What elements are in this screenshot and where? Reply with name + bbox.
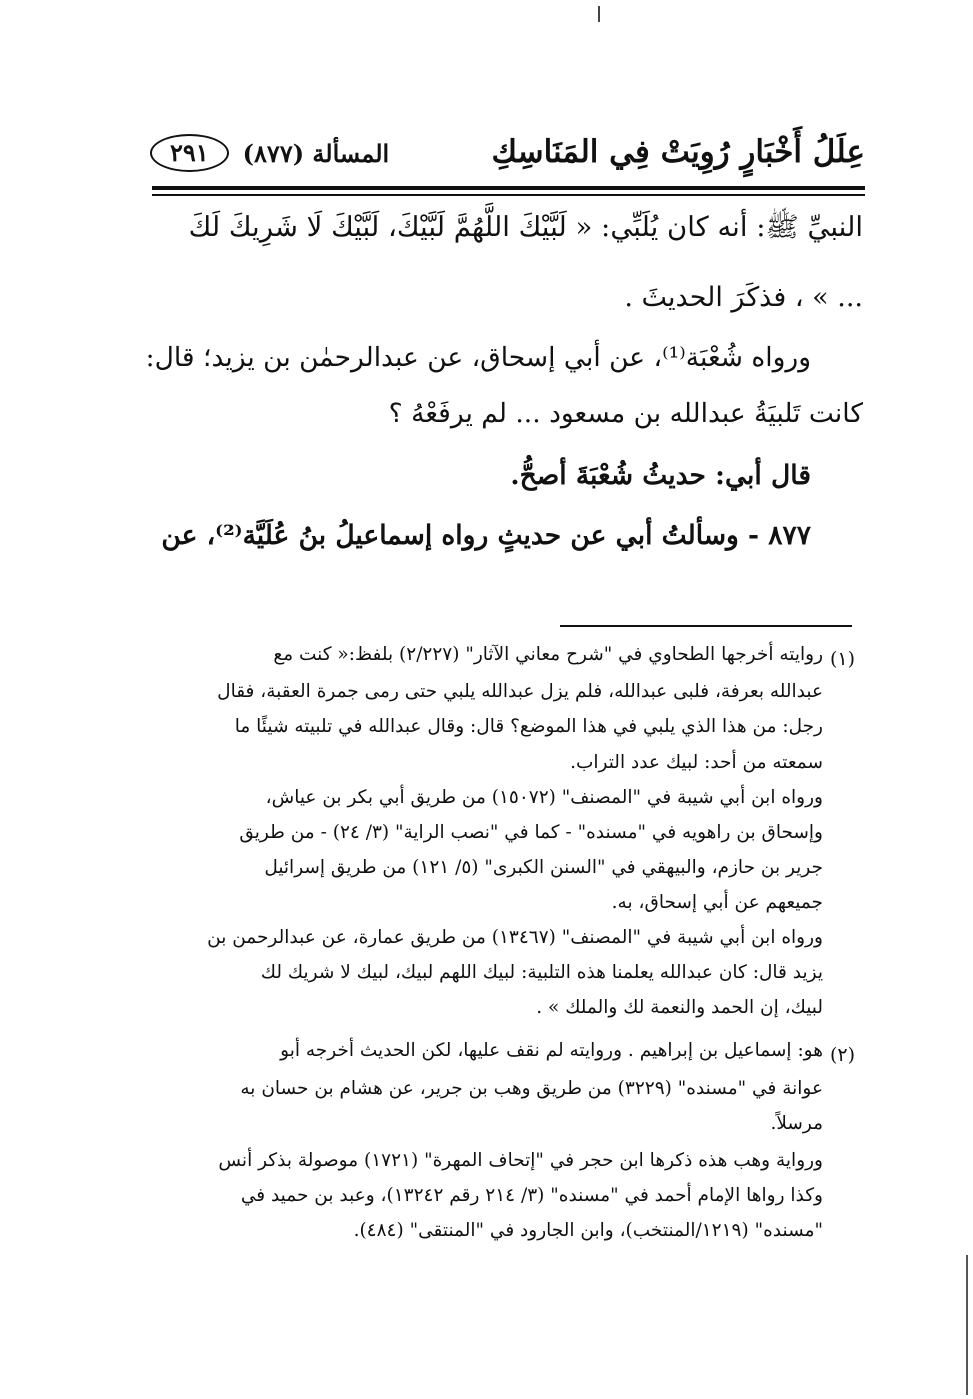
footnote-line: ورواه ابن أبي شيبة في "المصنف" (١٣٤٦٧) من طريق عمارة، عن عبدالرحمن بن	[207, 927, 823, 948]
running-header	[150, 128, 865, 180]
footnote-line: عبدالله بعرفة، فلبى عبدالله، فلم يزل عبدالله يلبي حتى رمى جمرة العقبة، فقال	[217, 681, 823, 702]
footnote-line: لبيك، إن الحمد والنعمة لك والملك » .	[536, 997, 823, 1018]
footnote-line: وكذا رواها الإمام أحمد في "مسنده" (٣/ ٢١٤ رقم ١٣٢٤٢)، وعبد بن حميد في	[240, 1185, 823, 1206]
scan-edge-mark	[966, 1255, 968, 1395]
footnote-line: عوانة في "مسنده" (٣٢٢٩) من طريق وهب بن جرير، عن هشام بن حسان به	[240, 1078, 823, 1099]
main-text-line: النبيِّ ﷺ: أنه كان يُلَبِّي: « لَبَّيْكَ اللَّهُمَّ لَبَّيْكَ، لَبَّيْكَ لَا شَرِيكَ لَكَ	[188, 211, 863, 243]
footnote-line: يزيد قال: كان عبدالله يعلمنا هذه التلبية: لبيك اللهم لبيك، لبيك لا شريك لك	[260, 962, 823, 983]
scan-mark	[598, 6, 600, 22]
header-rule-thick	[152, 186, 865, 190]
issue-label: المسألة (٨٧٧)	[242, 138, 390, 168]
main-text-line: قال أبي: حديثُ شُعْبَةَ أصحُّ.	[510, 460, 811, 491]
main-text-line: ... » ، فذكَرَ الحديثَ .	[624, 282, 863, 313]
footnote-line: ورواية وهب هذه ذكرها ابن حجر في "إتحاف المهرة" (١٧٢١) موصولة بذكر أنس	[218, 1150, 823, 1171]
main-text-line: كانت تَلبيَةُ عبدالله بن مسعود ... لم يرفَعْهُ ؟	[388, 398, 863, 429]
footnote-line: ورواه ابن أبي شيبة في "المصنف" (١٥٠٧٢) من طريق أبي بكر بن عياش،	[265, 787, 823, 808]
main-text-line: ورواه شُعْبَة⁽¹⁾، عن أبي إسحاق، عن عبدالرحمٰن بن يزيد؛ قال:	[145, 342, 811, 373]
book-title: عِلَلُ أَخْبَارٍ رُوِيَتْ فِي المَنَاسِكِ	[491, 134, 865, 170]
footnote-line: جرير بن حازم، والبيهقي في "السنن الكبرى" (٥/ ١٢١) من طريق إسرائيل	[264, 857, 823, 878]
footnote-line: "مسنده" (١٢١٩/المنتخب)، وابن الجارود في "المنتقى" (٤٨٤).	[353, 1220, 823, 1241]
main-text-line: ٨٧٧ - وسألتُ أبي عن حديثٍ رواه إسماعيلُ بنُ عُلَيَّة⁽²⁾، عن	[161, 520, 811, 551]
footnote-line: سمعته من أحد: لبيك عدد التراب.	[570, 752, 823, 773]
footnote-divider	[560, 625, 852, 627]
footnote-line: جميعهم عن أبي إسحاق، به.	[611, 892, 823, 913]
footnote-line: هو: إسماعيل بن إبراهيم . وروايته لم نقف عليها، لكن الحديث أخرجه أبو	[280, 1040, 823, 1061]
page-number: ٢٩١	[150, 134, 229, 172]
footnote-line: روايته أخرجها الطحاوي في "شرح معاني الآثار" (٢/٢٢٧) بلفظ:« كنت مع	[273, 644, 823, 665]
footnote-line: مرسلاً.	[770, 1113, 823, 1134]
footnote-line: رجل: من هذا الذي يلبي في هذا الموضع؟ قال: وقال عبدالله في تلبيته شيئًا ما	[234, 716, 823, 737]
footnote-marker: (٢)	[829, 1044, 855, 1066]
footnote-marker: (١)	[829, 648, 855, 670]
issue-group	[150, 134, 389, 172]
footnote-line: وإسحاق بن راهويه في "مسنده" - كما في "نصب الراية" (٣/ ٢٤) - من طريق	[239, 822, 823, 843]
header-rule-thin	[152, 194, 865, 196]
